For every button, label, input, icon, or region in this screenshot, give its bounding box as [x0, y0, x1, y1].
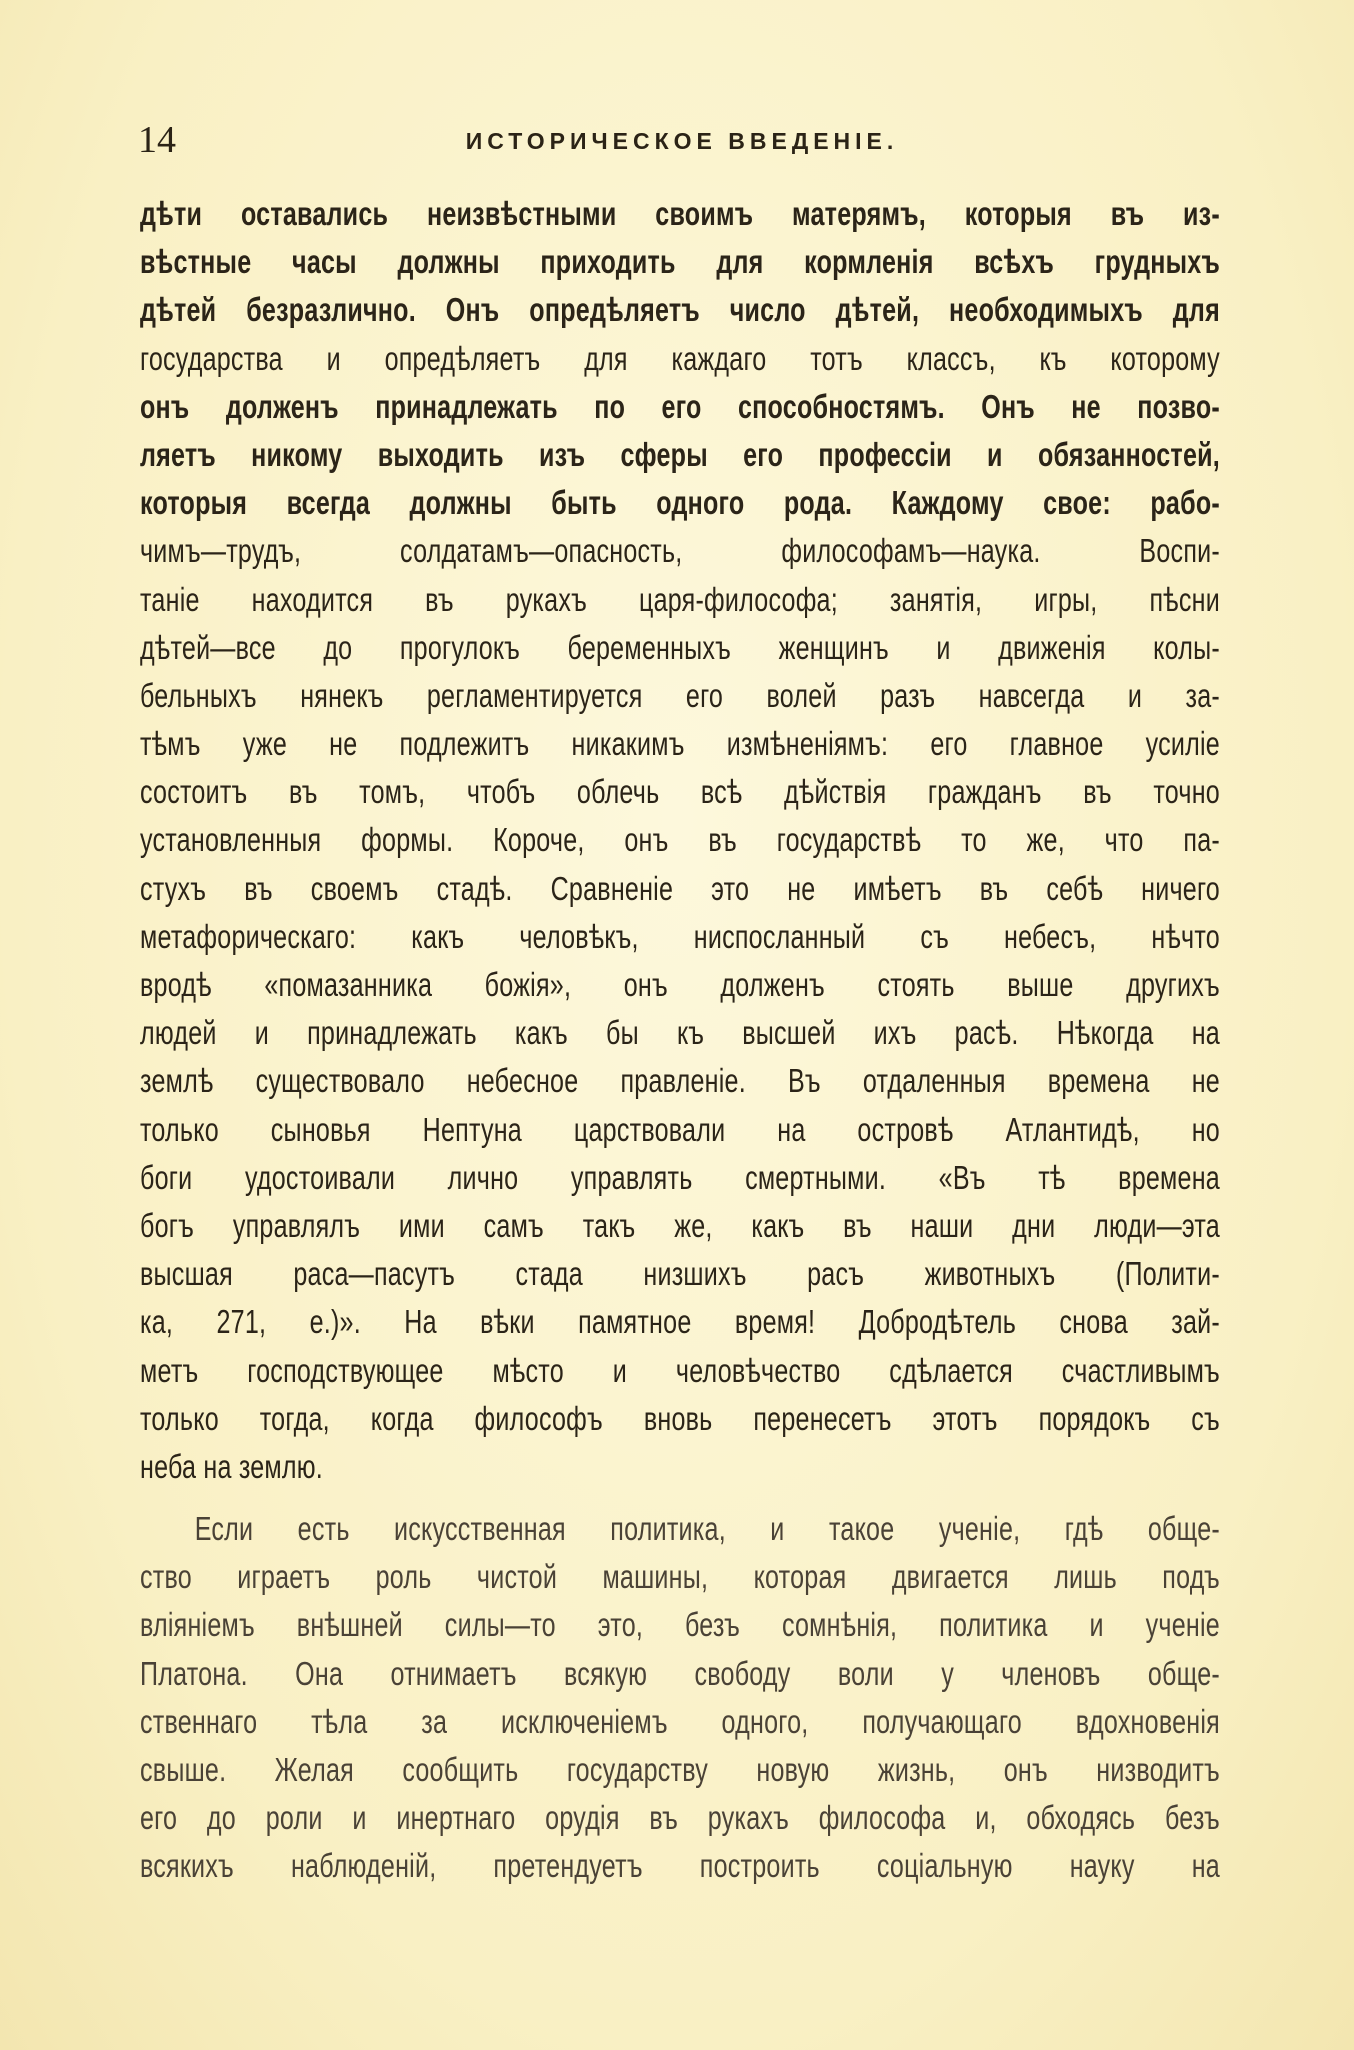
text-line: вліяніемъ внѣшней силы—то это, безъ сомнѣнія, политика и ученіе	[140, 1606, 1220, 1644]
paragraph-2	[140, 1505, 1220, 1891]
text-line: его до роли и инертнаго орудія въ рукахъ философа и, обходясь безъ	[140, 1799, 1220, 1837]
text-line: дѣтей безразлично. Онъ опредѣляетъ число дѣтей, необходимыхъ для	[140, 291, 1220, 329]
text-line: вродѣ «помазанника божія», онъ долженъ стоять выше другихъ	[140, 966, 1220, 1003]
page-number: 14	[138, 119, 176, 161]
text-line: ственнаго тѣла за исключеніемъ одного, получающаго вдохновенія	[140, 1702, 1220, 1740]
text-line: государства и опредѣляетъ для каждаго тотъ классъ, къ которому	[140, 339, 1220, 377]
text-line: стухъ въ своемъ стадѣ. Сравненіе это не имѣетъ въ себѣ ничего	[140, 869, 1220, 907]
text-line: всякихъ наблюденій, претендуетъ построить соціальную науку на	[140, 1847, 1220, 1885]
text-line: тѣмъ уже не подлежитъ никакимъ измѣненіямъ: его главное усиліе	[140, 725, 1220, 763]
text-line: боги удостоивали лично управлять смертными. «Въ тѣ времена	[140, 1158, 1220, 1196]
text-line: ка, 271, е.)». На вѣки памятное время! Добродѣтель снова зай-	[140, 1303, 1220, 1341]
text-line: ляетъ никому выходить изъ сферы его профессіи и обязанностей,	[140, 435, 1220, 473]
text-line: вѣстные часы должны приходить для кормленія всѣхъ грудныхъ	[140, 243, 1220, 281]
body-text	[140, 190, 1220, 1891]
text-line: неба на землю.	[140, 1447, 324, 1485]
text-line: свыше. Желая сообщить государству новую жизнь, онъ низводитъ	[140, 1751, 1220, 1788]
text-line: установленныя формы. Короче, онъ въ государствѣ то же, что па-	[140, 821, 1220, 859]
text-line: землѣ существовало небесное правленіе. Въ отдаленныя времена не	[140, 1062, 1220, 1100]
text-line: онъ долженъ принадлежать по его способностямъ. Онъ не позво-	[140, 387, 1220, 425]
page-header	[138, 118, 1226, 168]
text-line: Если есть искусственная политика, и такое ученіе, гдѣ обще-	[194, 1510, 1220, 1548]
text-line: только сыновья Нептуна царствовали на островѣ Атлантидѣ, но	[140, 1110, 1220, 1148]
text-line: таніе находится въ рукахъ царя-философа; занятія, игры, пѣсни	[140, 580, 1220, 618]
paragraph-1	[140, 190, 1220, 1491]
text-line: дѣти оставались неизвѣстными своимъ матерямъ, которыя въ из-	[140, 195, 1220, 232]
running-head: ИСТОРИЧЕСКОЕ ВВЕДЕНІЕ.	[465, 128, 899, 154]
text-line: чимъ—трудъ, солдатамъ—опасность, философамъ—наука. Воспи-	[140, 532, 1220, 570]
text-line: метафорическаго: какъ человѣкъ, ниспосланный съ небесъ, нѣчто	[140, 917, 1220, 955]
text-line: состоитъ въ томъ, чтобъ облечь всѣ дѣйствія гражданъ въ точно	[140, 773, 1220, 811]
text-line: которыя всегда должны быть одного рода. Каждому свое: рабо-	[140, 484, 1220, 522]
text-line: богъ управлялъ ими самъ такъ же, какъ въ наши дни люди—эта	[140, 1206, 1220, 1244]
text-line: ство играетъ роль чистой машины, которая двигается лишь подъ	[140, 1558, 1220, 1596]
text-line: только тогда, когда философъ вновь перенесетъ этотъ порядокъ съ	[140, 1399, 1220, 1437]
text-line: высшая раса—пасутъ стада низшихъ расъ животныхъ (Полити-	[140, 1255, 1220, 1293]
text-line: Платона. Она отнимаетъ всякую свободу воли у членовъ обще-	[140, 1654, 1220, 1692]
text-line: дѣтей—все до прогулокъ беременныхъ женщинъ и движенія колы-	[140, 628, 1220, 666]
text-line: метъ господствующее мѣсто и человѣчество сдѣлается счастливымъ	[140, 1351, 1220, 1389]
text-line: людей и принадлежать какъ бы къ высшей ихъ расѣ. Нѣкогда на	[140, 1014, 1220, 1052]
text-line: бельныхъ нянекъ регламентируется его волей разъ навсегда и за-	[140, 676, 1220, 714]
